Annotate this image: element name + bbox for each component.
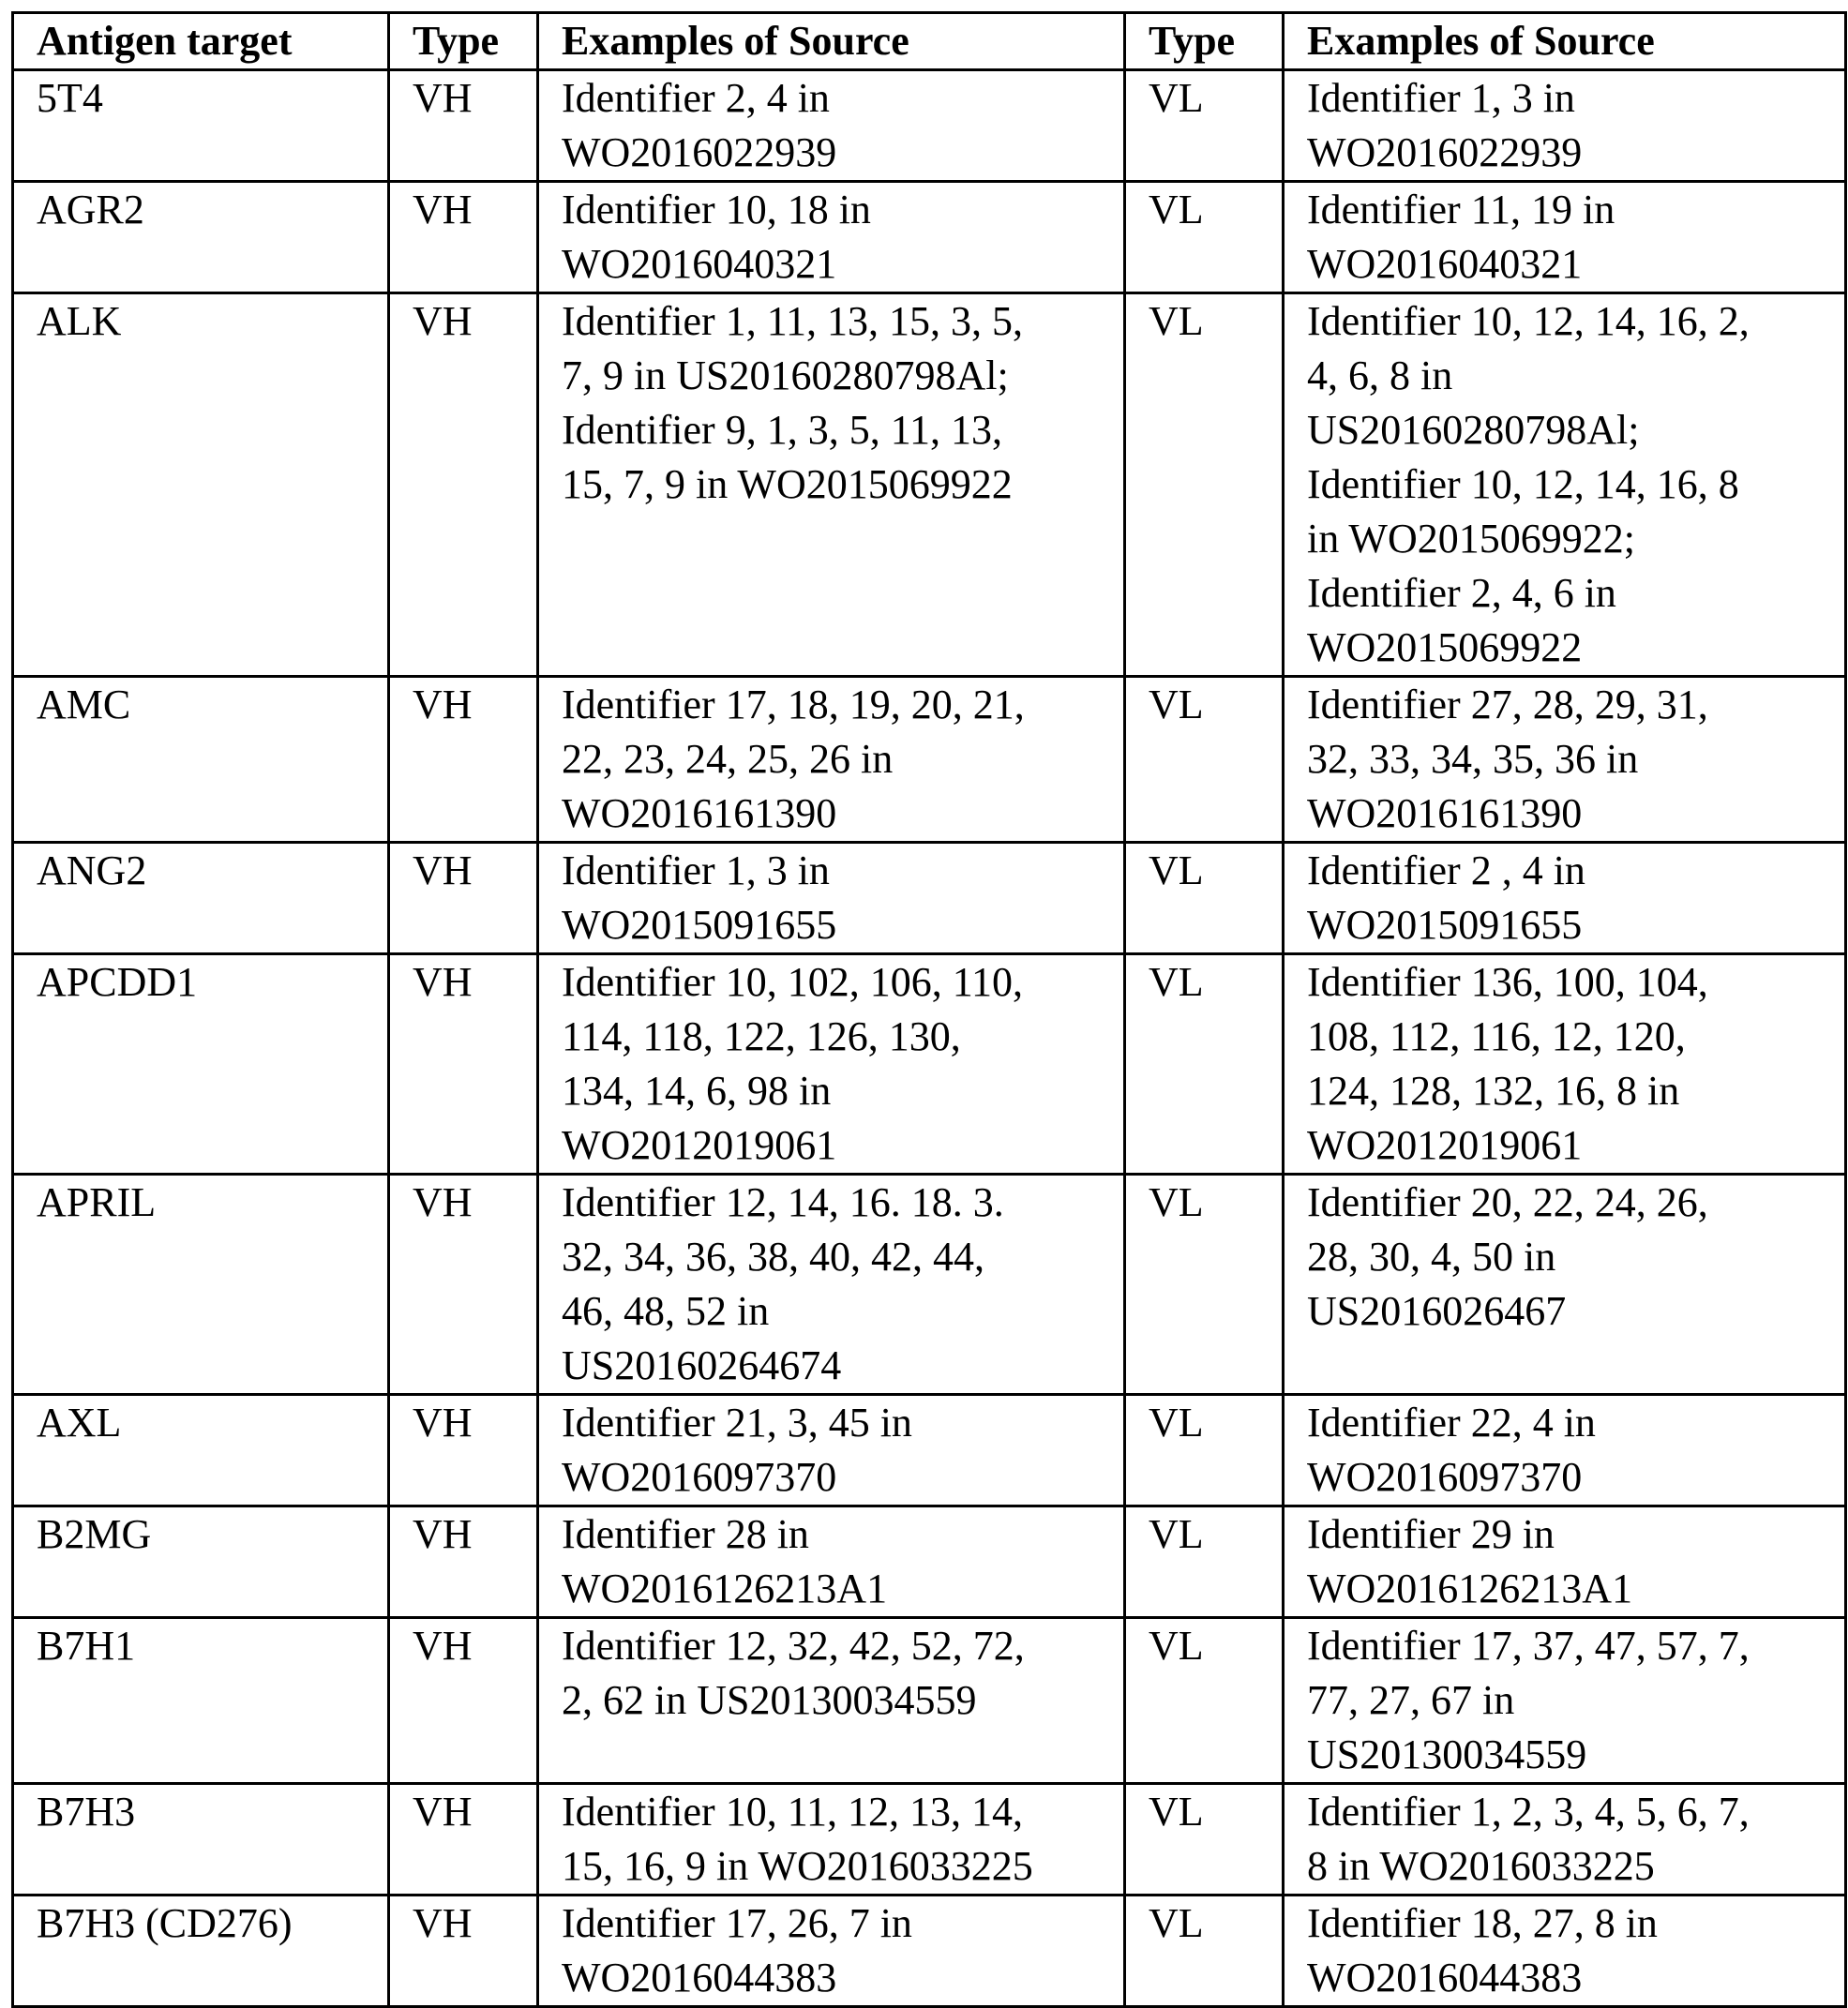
antigen-target-cell: B7H1 <box>13 1618 389 1784</box>
antigen-target-cell: 5T4 <box>13 70 389 182</box>
type-heavy-cell: VH <box>389 1618 538 1784</box>
table-row <box>13 1395 1846 1506</box>
source-heavy-cell: Identifier 10, 102, 106, 110, 114, 118, 122, 126, 130, 134, 14, 6, 98 in WO2012019061 <box>538 954 1125 1175</box>
source-light-cell: Identifier 17, 37, 47, 57, 7, 77, 27, 67 in US20130034559 <box>1284 1618 1846 1784</box>
type-light-cell: VL <box>1125 1896 1284 2007</box>
type-heavy-cell: VH <box>389 1395 538 1506</box>
antigen-target-cell: B2MG <box>13 1506 389 1618</box>
type-heavy-cell: VH <box>389 182 538 293</box>
type-heavy-cell: VH <box>389 70 538 182</box>
type-light-cell: VL <box>1125 182 1284 293</box>
type-light-cell: VL <box>1125 1506 1284 1618</box>
type-light-cell: VL <box>1125 1618 1284 1784</box>
source-light-cell: Identifier 11, 19 in WO2016040321 <box>1284 182 1846 293</box>
table-row <box>13 1784 1846 1896</box>
antigen-target-cell: AGR2 <box>13 182 389 293</box>
source-light-cell: Identifier 18, 27, 8 in WO2016044383 <box>1284 1896 1846 2007</box>
antigen-target-cell: ALK <box>13 293 389 677</box>
source-heavy-cell: Identifier 12, 32, 42, 52, 72, 2, 62 in US20130034559 <box>538 1618 1125 1784</box>
type-heavy-cell: VH <box>389 954 538 1175</box>
type-heavy-cell: VH <box>389 1784 538 1896</box>
table-row <box>13 954 1846 1175</box>
antigen-target-cell: APRIL <box>13 1175 389 1395</box>
antigen-target-cell: ANG2 <box>13 843 389 954</box>
antigen-source-table <box>11 11 1847 2008</box>
source-heavy-cell: Identifier 1, 3 in WO2015091655 <box>538 843 1125 954</box>
source-heavy-cell: Identifier 2, 4 in WO2016022939 <box>538 70 1125 182</box>
table-row <box>13 1506 1846 1618</box>
table-row <box>13 1618 1846 1784</box>
source-light-cell: Identifier 29 in WO2016126213A1 <box>1284 1506 1846 1618</box>
source-heavy-cell: Identifier 10, 18 in WO2016040321 <box>538 182 1125 293</box>
source-light-cell: Identifier 1, 2, 3, 4, 5, 6, 7, 8 in WO2016033225 <box>1284 1784 1846 1896</box>
antigen-target-cell: AMC <box>13 677 389 843</box>
antigen-target-cell: APCDD1 <box>13 954 389 1175</box>
table-row <box>13 70 1846 182</box>
type-light-cell: VL <box>1125 954 1284 1175</box>
source-light-cell: Identifier 20, 22, 24, 26, 28, 30, 4, 50 in US2016026467 <box>1284 1175 1846 1395</box>
type-light-cell: VL <box>1125 1784 1284 1896</box>
antigen-target-cell: B7H3 (CD276) <box>13 1896 389 2007</box>
header-row <box>13 13 1846 70</box>
type-heavy-cell: VH <box>389 1896 538 2007</box>
header-type-heavy: Type <box>389 13 538 70</box>
source-heavy-cell: Identifier 17, 26, 7 in WO2016044383 <box>538 1896 1125 2007</box>
type-light-cell: VL <box>1125 293 1284 677</box>
type-light-cell: VL <box>1125 677 1284 843</box>
source-light-cell: Identifier 136, 100, 104, 108, 112, 116, 12, 120, 124, 128, 132, 16, 8 in WO2012019061 <box>1284 954 1846 1175</box>
source-heavy-cell: Identifier 17, 18, 19, 20, 21, 22, 23, 24, 25, 26 in WO2016161390 <box>538 677 1125 843</box>
source-heavy-cell: Identifier 1, 11, 13, 15, 3, 5, 7, 9 in US20160280798Al; Identifier 9, 1, 3, 5, 11, 13, 15, 7, 9 in WO2015069922 <box>538 293 1125 677</box>
table-row <box>13 1175 1846 1395</box>
source-heavy-cell: Identifier 21, 3, 45 in WO2016097370 <box>538 1395 1125 1506</box>
table-row <box>13 843 1846 954</box>
table-row <box>13 1896 1846 2007</box>
table-row <box>13 182 1846 293</box>
source-light-cell: Identifier 2 , 4 in WO2015091655 <box>1284 843 1846 954</box>
type-light-cell: VL <box>1125 843 1284 954</box>
type-heavy-cell: VH <box>389 677 538 843</box>
source-light-cell: Identifier 27, 28, 29, 31, 32, 33, 34, 35, 36 in WO2016161390 <box>1284 677 1846 843</box>
type-light-cell: VL <box>1125 1175 1284 1395</box>
header-source-light: Examples of Source <box>1284 13 1846 70</box>
header-type-light: Type <box>1125 13 1284 70</box>
source-heavy-cell: Identifier 28 in WO2016126213A1 <box>538 1506 1125 1618</box>
antigen-target-cell: B7H3 <box>13 1784 389 1896</box>
type-heavy-cell: VH <box>389 293 538 677</box>
source-light-cell: Identifier 10, 12, 14, 16, 2, 4, 6, 8 in US20160280798Al; Identifier 10, 12, 14, 16, 8 in WO2015069922; Identifier 2, 4, 6 in WO2015069922 <box>1284 293 1846 677</box>
source-heavy-cell: Identifier 10, 11, 12, 13, 14, 15, 16, 9 in WO2016033225 <box>538 1784 1125 1896</box>
table-row <box>13 293 1846 677</box>
header-antigen-target: Antigen target <box>13 13 389 70</box>
antigen-target-cell: AXL <box>13 1395 389 1506</box>
type-light-cell: VL <box>1125 1395 1284 1506</box>
source-light-cell: Identifier 22, 4 in WO2016097370 <box>1284 1395 1846 1506</box>
table-row <box>13 677 1846 843</box>
type-heavy-cell: VH <box>389 843 538 954</box>
source-heavy-cell: Identifier 12, 14, 16. 18. 3. 32, 34, 36, 38, 40, 42, 44, 46, 48, 52 in US20160264674 <box>538 1175 1125 1395</box>
source-light-cell: Identifier 1, 3 in WO2016022939 <box>1284 70 1846 182</box>
type-heavy-cell: VH <box>389 1506 538 1618</box>
header-source-heavy: Examples of Source <box>538 13 1125 70</box>
type-light-cell: VL <box>1125 70 1284 182</box>
type-heavy-cell: VH <box>389 1175 538 1395</box>
